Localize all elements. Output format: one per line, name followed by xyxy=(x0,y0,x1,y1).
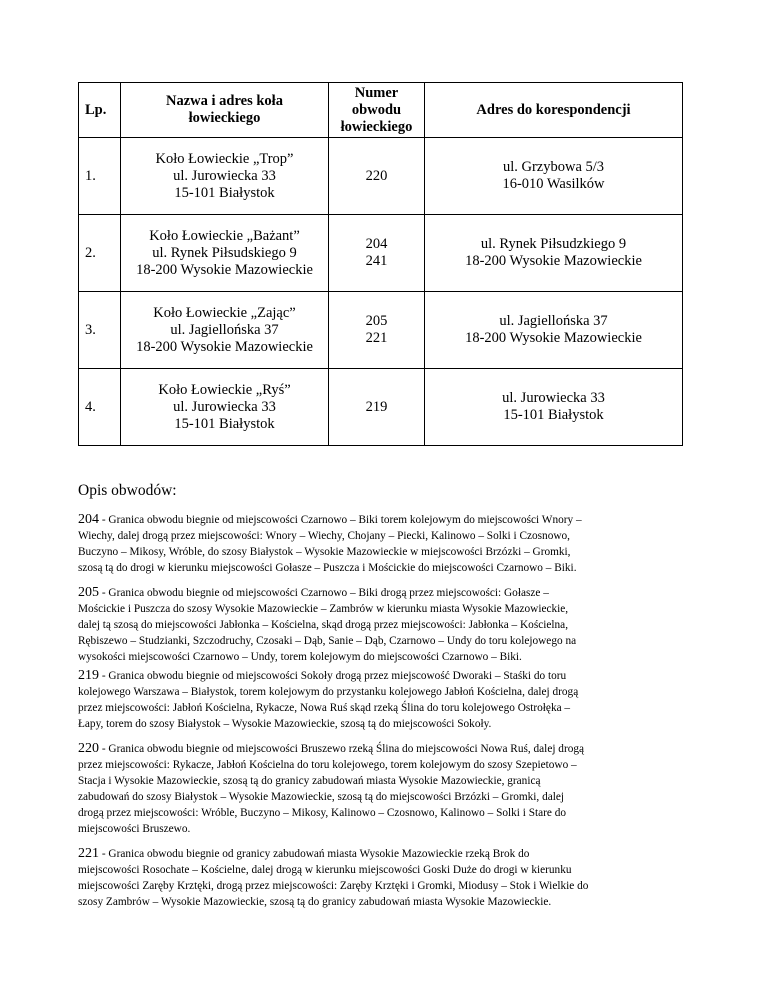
cell-district-number: 219 xyxy=(329,369,425,446)
table-row xyxy=(79,369,683,446)
cell-address: ul. Grzybowa 5/3 16-010 Wasilków xyxy=(425,138,683,215)
cell-club: Koło Łowieckie „Bażant” ul. Rynek Piłsudskiego 9 18-200 Wysokie Mazowieckie xyxy=(121,215,329,292)
cell-district-number: 205 221 xyxy=(329,292,425,369)
header-number: Numer obwodu łowieckiego xyxy=(329,83,425,138)
cell-district-number: 204 241 xyxy=(329,215,425,292)
cell-address: ul. Rynek Piłsudzkiego 9 18-200 Wysokie Mazowieckie xyxy=(425,215,683,292)
district-number: 205 xyxy=(78,585,99,600)
cell-address: ul. Jurowiecka 33 15-101 Białystok xyxy=(425,369,683,446)
header-address: Adres do korespondencji xyxy=(425,83,683,138)
header-lp: Lp. xyxy=(79,83,121,138)
cell-address: ul. Jagiellońska 37 18-200 Wysokie Mazowieckie xyxy=(425,292,683,369)
section-title: Opis obwodów: xyxy=(78,482,177,499)
hunting-clubs-table xyxy=(78,82,683,446)
district-number: 204 xyxy=(78,512,99,527)
district-number: 219 xyxy=(78,668,99,683)
cell-district-number: 220 xyxy=(329,138,425,215)
header-name: Nazwa i adres koła łowieckiego xyxy=(121,83,329,138)
district-description-219: 219 - Granica obwodu biegnie od miejscowości Sokoły drogą przez miejscowość Dworaki – Staśki do toru kolejowego Warszawa – Białystok, torem kolejowym do przystanku kolejowego Jabłoń Kościelna, dalej drogą przez miejscowości: Jabłoń Kościelna, Rykacze, Nowa Ruś skąd rzeką Ślina do toru kolejowego Ostrołęka – Łapy, torem do szosy Białystok – Wysokie Mazowieckie, szosą tą do miejscowości Sokoły. xyxy=(78,668,579,730)
cell-lp: 4. xyxy=(79,369,121,446)
district-description-221: 221 - Granica obwodu biegnie od granicy zabudowań miasta Wysokie Mazowieckie rzeką Brok do miejscowości Rosochate – Kościelne, dalej drogą w kierunku miejscowości Goski Duże do drogi w kierunku miejscowości Zaręby Krztęki, drogą przez miejscowości: Zaręby Krztęki i Gromki, Miodusy – Stok i Wielkie do szosy Zambrów – Wysokie Mazowieckie, szosą tą do granicy zabudowań miasta Wysokie Mazowieckie. xyxy=(78,846,589,908)
cell-club: Koło Łowieckie „Zając” ul. Jagiellońska 37 18-200 Wysokie Mazowieckie xyxy=(121,292,329,369)
district-description-204: 204 - Granica obwodu biegnie od miejscowości Czarnowo – Biki torem kolejowym do miejscowości Wnory – Wiechy, dalej drogą przez miejscowości: Wnory – Wiechy, Chojany – Piecki, Kalinowo – Solki i Czosnowo, Buczyno – Mikosy, Wróble, do szosy Białystok – Wysokie Mazowieckie w miejscowości Brzózki – Gromki, szosą tą do drogi w kierunku miejscowości Gołasze – Puszcza i Mościckie do miejscowości Czarnowo – Biki. xyxy=(78,512,582,574)
cell-lp: 3. xyxy=(79,292,121,369)
cell-club: Koło Łowieckie „Trop” ul. Jurowiecka 33 15-101 Białystok xyxy=(121,138,329,215)
cell-club: Koło Łowieckie „Ryś” ul. Jurowiecka 33 15-101 Białystok xyxy=(121,369,329,446)
district-description-220: 220 - Granica obwodu biegnie od miejscowości Bruszewo rzeką Ślina do miejscowości Nowa Ruś, dalej drogą przez miejscowości: Rykacze, Jabłoń Kościelna do toru kolejowego, torem kolejowym do szosy Szepietowo – Stacja i Wysokie Mazowieckie, szosą tą do granicy zabudowań miasta Wysokie Mazowieckie, granicą zabudowań do szosy Białystok – Wysokie Mazowieckie, szosą tą do miejscowości Brzózki – Gromki, dalej drogą przez miejscowości: Wróble, Buczyno – Mikosy, Kalinowo – Czosnowo, Kalinowo – Solki i Stare do miejscowości Bruszewo. xyxy=(78,741,585,835)
district-description-205: 205 - Granica obwodu biegnie od miejscowości Czarnowo – Biki drogą przez miejscowości: Gołasze – Mościckie i Puszcza do szosy Wysokie Mazowieckie – Zambrów w kierunku miasta Wysokie Mazowieckie, dalej tą szosą do miejscowości Jabłonka – Kościelna, skąd drogą przez miejscowości: Jabłonka – Kościelna, Rębiszewo – Studzianki, Szczodruchy, Czosaki – Dąb, Sanie – Dąb, Czarnowo – Undy do toru kolejowego na wysokości miejscowości Czarnowo – Undy, torem kolejowym do miejscowości Czarnowo – Biki. xyxy=(78,585,577,663)
district-number: 220 xyxy=(78,741,99,756)
cell-lp: 2. xyxy=(79,215,121,292)
district-number: 221 xyxy=(78,846,99,861)
table-row xyxy=(79,138,683,215)
table-row xyxy=(79,292,683,369)
table-row xyxy=(79,215,683,292)
cell-lp: 1. xyxy=(79,138,121,215)
table-header-row xyxy=(79,83,683,138)
